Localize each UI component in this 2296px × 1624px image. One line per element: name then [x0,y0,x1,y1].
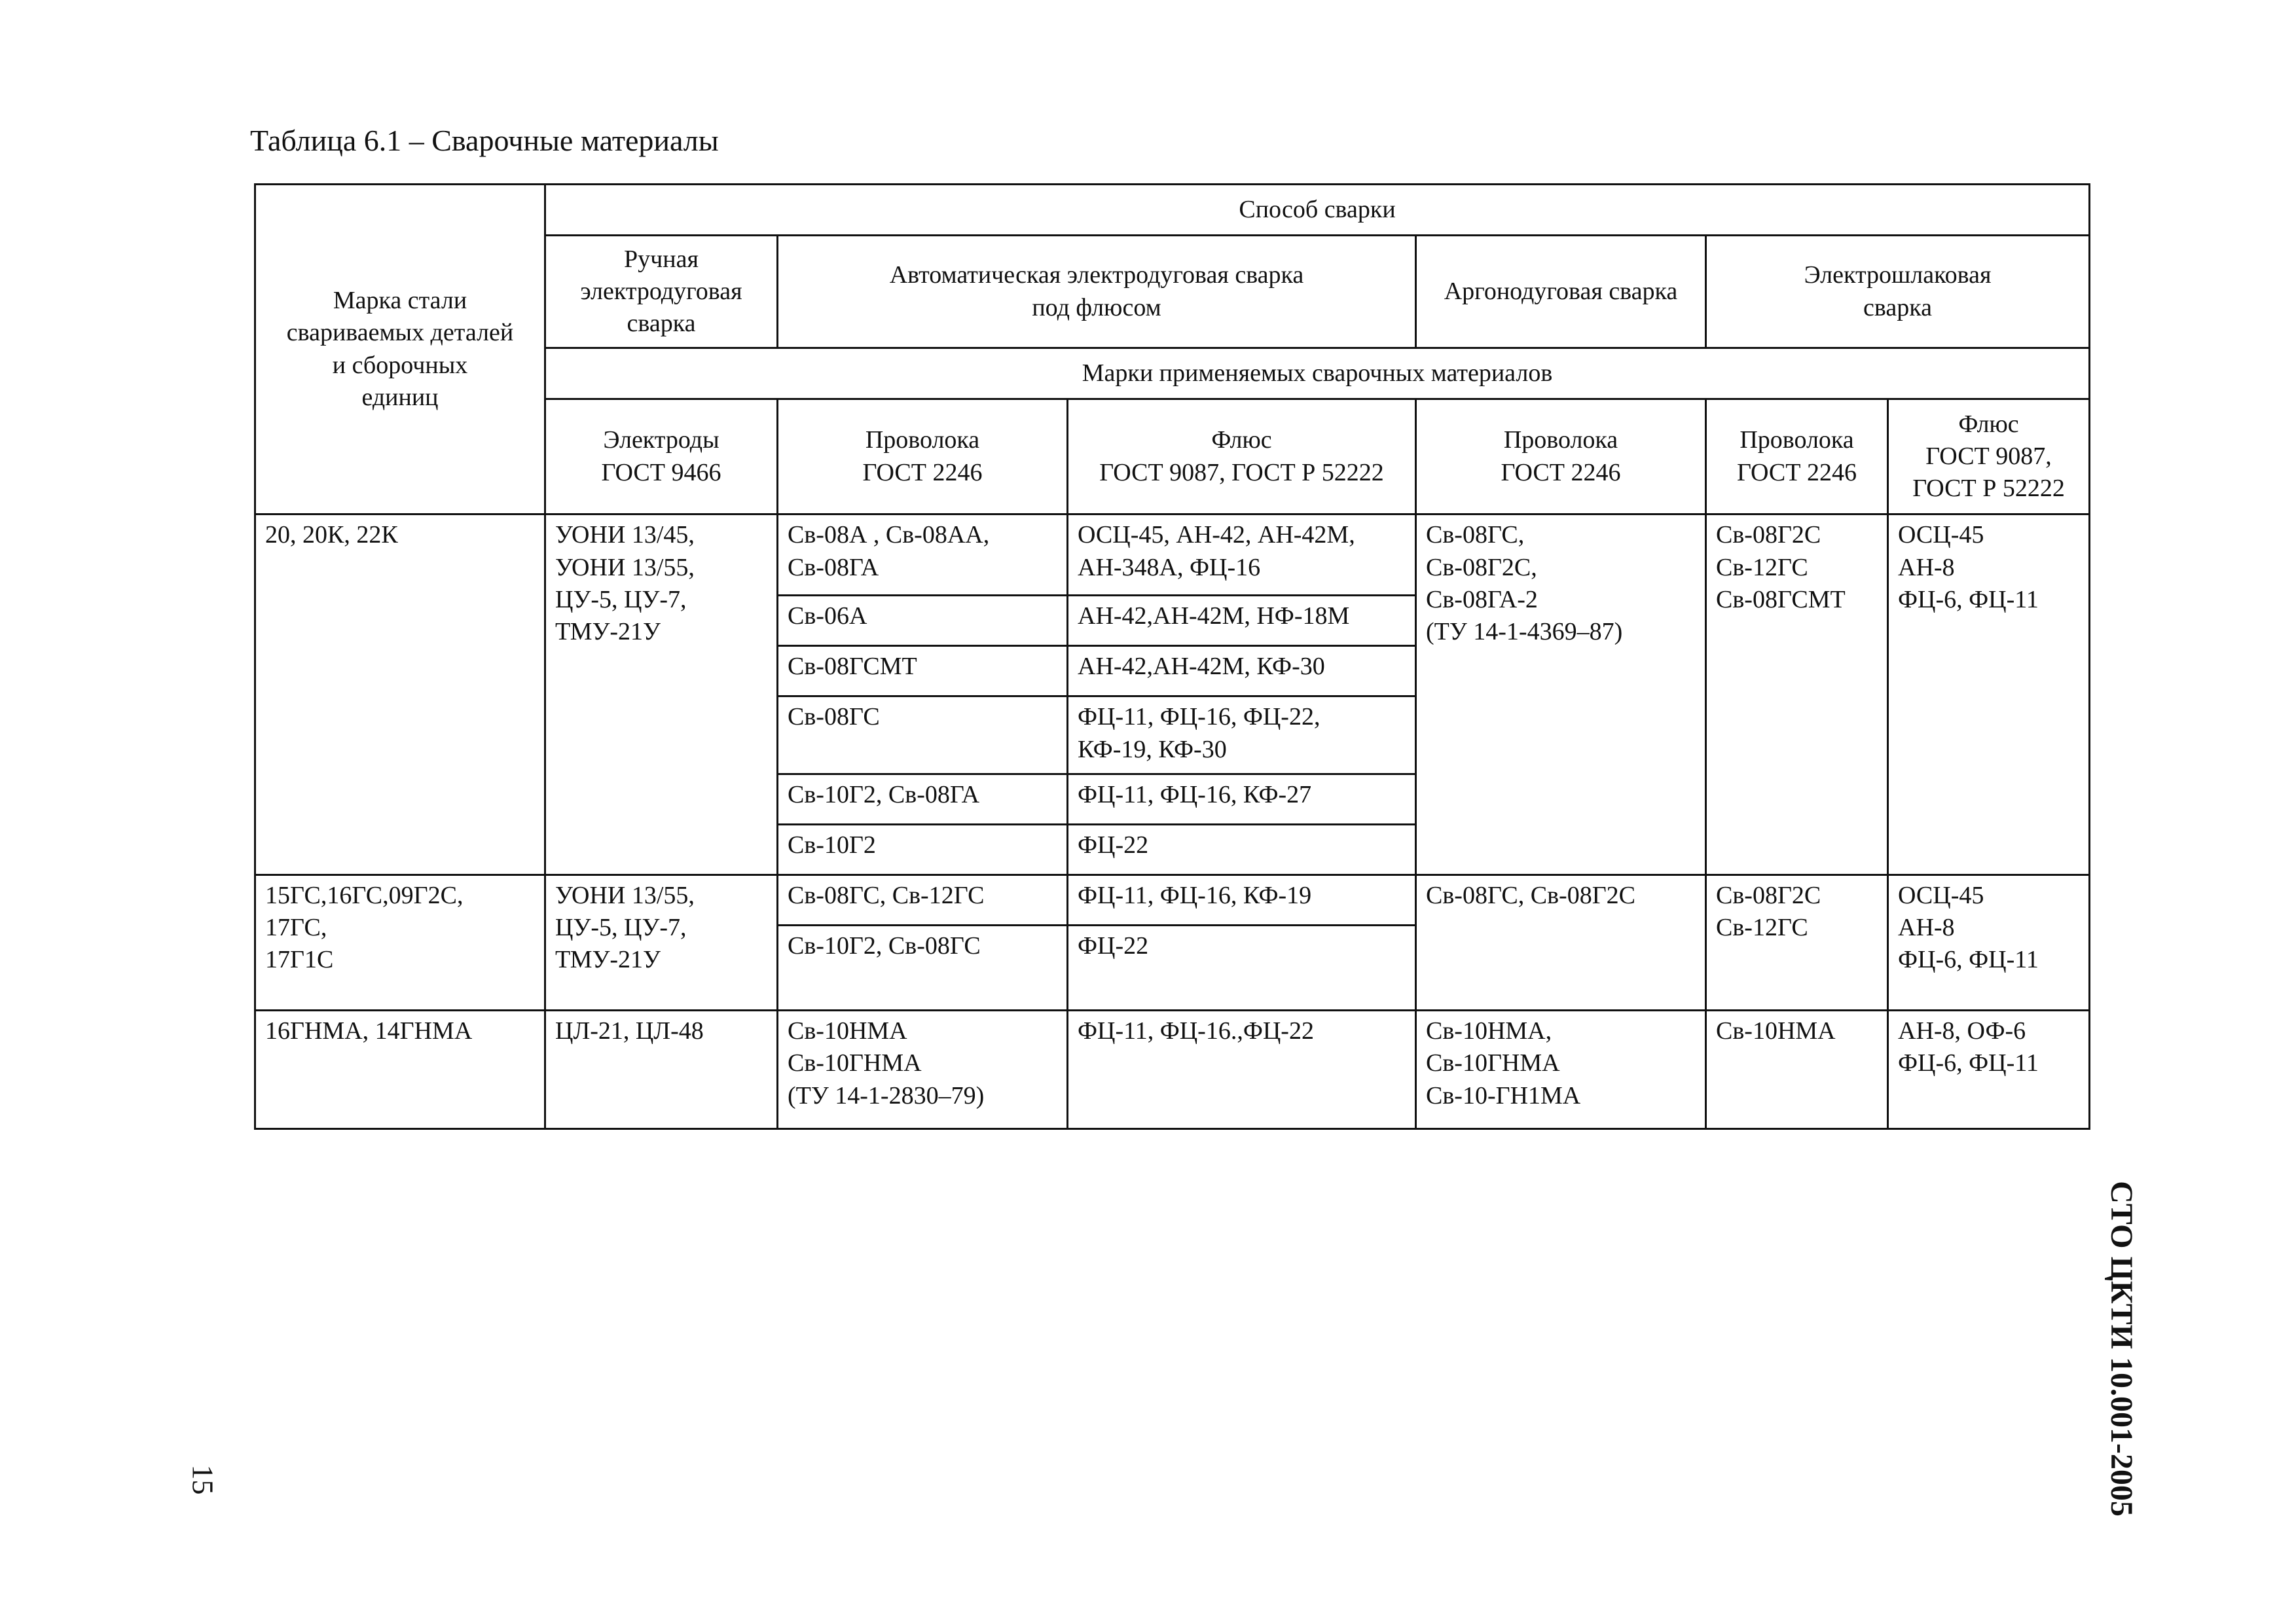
electrodes-cell: ЦЛ-21, ЦЛ-48 [545,1010,778,1128]
header-welding-method: Способ сварки [545,185,2090,236]
auto-flux-cell: ФЦ-11, ФЦ-16, КФ-27 [1068,774,1416,824]
header-steel-grade: Марка стали свариваемых деталей и сборочных единиц [255,185,545,514]
auto-wire-cell: Св-10Г2 [778,824,1068,875]
table-caption: Таблица 6.1 – Сварочные материалы [250,124,719,157]
auto-flux-cell: АН-42,АН-42М, НФ-18М [1068,596,1416,646]
header-argon-wire: Проволока ГОСТ 2246 [1416,399,1706,514]
auto-wire-cell: Св-10Г2, Св-08ГА [778,774,1068,824]
header-electroslag: Электрошлаковая сварка [1706,236,2090,348]
slag-wire-cell: Св-10НМА [1706,1010,1888,1128]
header-slag-flux: Флюс ГОСТ 9087, ГОСТ Р 52222 [1888,399,2090,514]
auto-wire-cell: Св-08ГСМТ [778,646,1068,696]
steel-grade-cell: 20, 20К, 22К [255,514,545,875]
welding-materials-table [254,183,2090,1130]
auto-flux-cell: ОСЦ-45, АН-42, АН-42М, АН-348А, ФЦ-16 [1068,514,1416,596]
slag-wire-cell: Св-08Г2С Св-12ГС Св-08ГСМТ [1706,514,1888,875]
auto-flux-cell: АН-42,АН-42М, КФ-30 [1068,646,1416,696]
auto-flux-cell: ФЦ-11, ФЦ-16, ФЦ-22, КФ-19, КФ-30 [1068,696,1416,774]
slag-flux-cell: ОСЦ-45 АН-8 ФЦ-6, ФЦ-11 [1888,514,2090,875]
auto-wire-cell: Св-08ГС [778,696,1068,774]
header-materials: Марки применяемых сварочных материалов [545,348,2090,399]
page-number-text: 15 [186,1464,220,1494]
header-auto-flux: Флюс ГОСТ 9087, ГОСТ Р 52222 [1068,399,1416,514]
header-manual-arc: Ручная электродуговая сварка [545,236,778,348]
electrodes-cell: УОНИ 13/45, УОНИ 13/55, ЦУ-5, ЦУ-7, ТМУ-21У [545,514,778,875]
page-number [183,1453,223,1506]
auto-wire-cell: Св-08ГС, Св-12ГС [778,875,1068,925]
document-code-text: СТО ЦКТИ 10.001-2005 [2104,1180,2139,1517]
argon-wire-cell: Св-10НМА, Св-10ГНМА Св-10-ГН1МА [1416,1010,1706,1128]
header-slag-wire: Проволока ГОСТ 2246 [1706,399,1888,514]
slag-flux-cell: АН-8, ОФ-6 ФЦ-6, ФЦ-11 [1888,1010,2090,1128]
slag-flux-cell: ОСЦ-45 АН-8 ФЦ-6, ФЦ-11 [1888,875,2090,1010]
auto-wire-cell: Св-10НМА Св-10ГНМА (ТУ 14-1-2830–79) [778,1010,1068,1128]
argon-wire-cell: Св-08ГС, Св-08Г2С, Св-08ГА-2 (ТУ 14-1-4369–87) [1416,514,1706,875]
auto-flux-cell: ФЦ-22 [1068,925,1416,1010]
header-argon-arc: Аргонодуговая сварка [1416,236,1706,348]
auto-flux-cell: ФЦ-11, ФЦ-16.,ФЦ-22 [1068,1010,1416,1128]
slag-wire-cell: Св-08Г2С Св-12ГС [1706,875,1888,1010]
argon-wire-cell: Св-08ГС, Св-08Г2С [1416,875,1706,1010]
document-code [2095,1165,2147,1532]
header-electrodes: Электроды ГОСТ 9466 [545,399,778,514]
steel-grade-cell: 16ГНМА, 14ГНМА [255,1010,545,1128]
auto-wire-cell: Св-06А [778,596,1068,646]
auto-wire-cell: Св-10Г2, Св-08ГС [778,925,1068,1010]
auto-flux-cell: ФЦ-22 [1068,824,1416,875]
header-auto-wire: Проволока ГОСТ 2246 [778,399,1068,514]
auto-flux-cell: ФЦ-11, ФЦ-16, КФ-19 [1068,875,1416,925]
auto-wire-cell: Св-08А , Св-08АА, Св-08ГА [778,514,1068,596]
steel-grade-cell: 15ГС,16ГС,09Г2С, 17ГС, 17Г1С [255,875,545,1010]
electrodes-cell: УОНИ 13/55, ЦУ-5, ЦУ-7, ТМУ-21У [545,875,778,1010]
header-auto-arc: Автоматическая электродуговая сварка под флюсом [778,236,1416,348]
